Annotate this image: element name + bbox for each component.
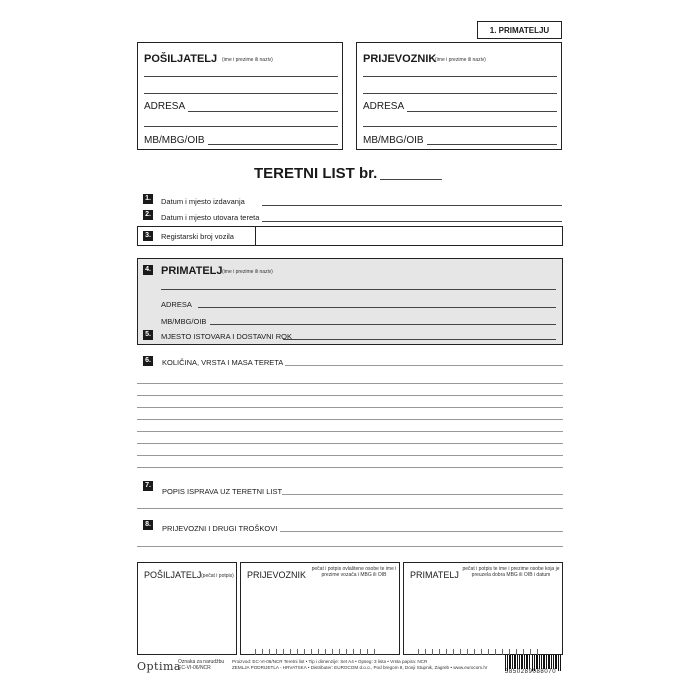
recipient-name-line[interactable] xyxy=(161,289,556,290)
product-info-line-2: ZEMLJA PODRIJETLA - HRVATSKA • Distributer: EUROCOM d.o.o., Pod bregom 8, Donji Stupnik, Zagreb • www.eurocom.hr xyxy=(232,665,488,670)
barcode xyxy=(505,655,563,675)
recipient-hint: (ime i prezime ili naziv) xyxy=(222,269,273,275)
signature-carrier-box[interactable] xyxy=(240,562,400,655)
carrier-box xyxy=(356,42,562,150)
cargo-line-4[interactable] xyxy=(137,407,563,408)
product-info-line-1: Proizvod: EC-VI-06/NCR Teretni list • Tip i dimenzije: Set A4 • Opseg: 3 lista • Vrsta papira: NCR xyxy=(232,659,428,664)
cargo-line-8[interactable] xyxy=(137,455,563,456)
sender-name-line-2[interactable] xyxy=(144,93,338,94)
sender-address-label: ADRESA xyxy=(144,101,186,112)
cargo-line-5[interactable] xyxy=(137,419,563,420)
carrier-id-label: MB/MBG/OIB xyxy=(363,135,424,146)
field-1-line[interactable] xyxy=(262,205,562,206)
carrier-address-line[interactable] xyxy=(407,111,557,112)
copy-label: 1. PRIMATELJU xyxy=(489,26,550,35)
sender-address-line[interactable] xyxy=(188,111,338,112)
recipient-address-label: ADRESA xyxy=(161,300,192,309)
carrier-name-line[interactable] xyxy=(363,76,557,77)
recipient-id-label: MB/MBG/OIB xyxy=(161,317,207,326)
carrier-hint: (ime i prezime ili naziv) xyxy=(435,57,486,63)
field-6-label: KOLIČINA, VRSTA I MASA TERETA xyxy=(162,358,284,367)
recipient-box xyxy=(137,258,563,345)
sender-id-line[interactable] xyxy=(208,144,338,145)
sender-name-line[interactable] xyxy=(144,76,338,77)
field-5-label: MJESTO ISTOVARA I DOSTAVNI ROK xyxy=(161,332,292,341)
cargo-line-2[interactable] xyxy=(137,383,563,384)
field-4-number: 4. xyxy=(143,265,153,275)
signature-sender-box[interactable] xyxy=(137,562,237,655)
cargo-line-9[interactable] xyxy=(137,467,563,468)
carrier-name-line-2[interactable] xyxy=(363,93,557,94)
sender-id-label: MB/MBG/OIB xyxy=(144,135,205,146)
field-3-input[interactable] xyxy=(256,227,562,245)
barcode-number: 3850289088070 xyxy=(505,669,557,675)
signature-carrier-hint: pečat i potpis ovlaštene osobe te ime i prezime vozača i MBG ili OIB xyxy=(311,566,397,578)
field-5-number: 5. xyxy=(143,330,153,340)
field-8-number: 8. xyxy=(143,520,153,530)
carrier-id-line[interactable] xyxy=(427,144,557,145)
signature-recipient-box[interactable] xyxy=(403,562,563,655)
cargo-line-3[interactable] xyxy=(137,395,563,396)
order-code-label: Oznaka za narudžbu xyxy=(178,659,225,665)
field-1-number: 1. xyxy=(143,194,153,204)
field-2-number: 2. xyxy=(143,210,153,220)
sender-address-line-2[interactable] xyxy=(144,126,338,127)
documents-line-1[interactable] xyxy=(282,494,563,495)
signature-sender-title: POŠILJATELJ xyxy=(144,570,202,580)
carrier-title: PRIJEVOZNIK xyxy=(363,53,437,65)
field-8-label: PRIJEVOZNI I DRUGI TROŠKOVI xyxy=(162,524,278,533)
signature-recipient-title: PRIMATELJ xyxy=(410,570,459,580)
cargo-line-1[interactable] xyxy=(285,365,563,366)
recipient-title: PRIMATELJ xyxy=(161,265,223,277)
sender-box xyxy=(137,42,343,150)
signature-carrier-title: PRIJEVOZNIK xyxy=(247,570,307,580)
carrier-address-label: ADRESA xyxy=(363,101,405,112)
field-6-number: 6. xyxy=(143,356,153,366)
sender-hint: (ime i prezime ili naziv) xyxy=(222,57,273,63)
sender-title: POŠILJATELJ xyxy=(144,53,218,65)
document-title: TERETNI LIST br. xyxy=(254,165,378,182)
field-5-line[interactable] xyxy=(283,339,556,340)
field-7-label: POPIS ISPRAVA UZ TERETNI LIST xyxy=(162,487,283,496)
recipient-id-line[interactable] xyxy=(210,324,556,325)
order-code: EC-VI-06/NCR xyxy=(178,665,211,671)
field-3-label: Registarski broj vozila xyxy=(161,232,234,241)
field-3-number: 3. xyxy=(143,231,153,241)
signature-sender-hint: (pečat i potpis) xyxy=(201,573,234,579)
recipient-address-line[interactable] xyxy=(198,307,556,308)
documents-line-2[interactable] xyxy=(137,508,563,509)
brand-logo: Optima xyxy=(137,660,181,673)
cargo-line-7[interactable] xyxy=(137,443,563,444)
document-number-line[interactable] xyxy=(380,179,442,180)
field-7-number: 7. xyxy=(143,481,153,491)
costs-line-2[interactable] xyxy=(137,546,563,547)
signature-recipient-hint: pečat i potpis te ime i prezime osobe koja je preuzela dobra MBG ili OIB i datum xyxy=(462,566,560,578)
field-1-label: Datum i mjesto izdavanja xyxy=(161,197,245,206)
signature-carrier-ticks xyxy=(255,642,381,648)
field-3-box xyxy=(137,226,563,246)
costs-line-1[interactable] xyxy=(280,531,563,532)
signature-recipient-ticks xyxy=(418,642,544,648)
field-2-label: Datum i mjesto utovara tereta xyxy=(161,213,260,222)
copy-label-box xyxy=(477,21,562,39)
carrier-address-line-2[interactable] xyxy=(363,126,557,127)
field-2-line[interactable] xyxy=(262,221,562,222)
cargo-line-6[interactable] xyxy=(137,431,563,432)
